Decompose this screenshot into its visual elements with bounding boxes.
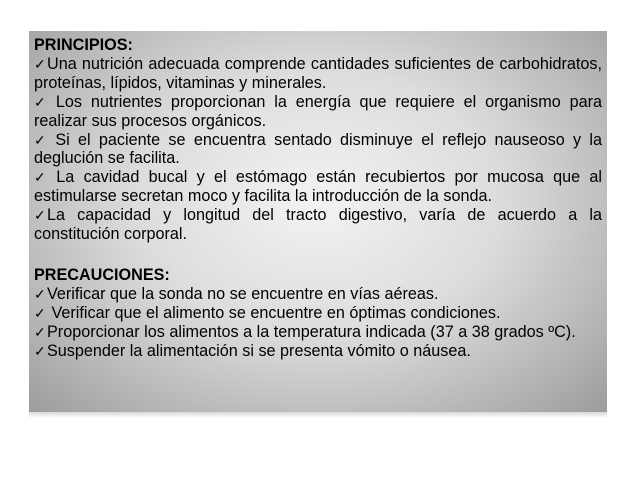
list-item xyxy=(34,323,602,342)
list-item xyxy=(34,342,602,361)
list-item xyxy=(34,93,602,131)
section-gap xyxy=(34,244,602,266)
precauciones-heading: PRECAUCIONES: xyxy=(34,265,170,284)
list-item-text: Proporcionar los alimentos a la temperatura indicada (37 a 38 grados ºC). xyxy=(47,322,576,341)
list-item xyxy=(34,168,602,206)
checkmark-icon: ✓ xyxy=(34,169,46,186)
slide-content xyxy=(34,36,602,361)
checkmark-icon: ✓ xyxy=(34,93,46,110)
list-item xyxy=(34,55,602,93)
checkmark-icon: ✓ xyxy=(34,304,46,321)
checkmark-icon: ✓ xyxy=(34,55,46,72)
list-item xyxy=(34,206,602,244)
list-item-text: Verificar que el alimento se encuentre en óptimas condiciones. xyxy=(51,303,501,322)
list-item-text: La cavidad bucal y el estómago están recubiertos por mucosa que al estimularse secretan moco y facilita la introducción de la sonda. xyxy=(34,168,602,206)
checkmark-icon: ✓ xyxy=(34,323,46,340)
checkmark-icon: ✓ xyxy=(34,207,46,224)
list-item-text: Suspender la alimentación si se presenta vómito o náusea. xyxy=(47,341,471,360)
precauciones-list xyxy=(34,285,602,361)
principios-heading: PRINCIPIOS: xyxy=(34,36,133,54)
list-item xyxy=(34,131,602,169)
principios-list xyxy=(34,55,602,244)
checkmark-icon: ✓ xyxy=(34,342,46,359)
panel-shadow xyxy=(29,412,607,418)
list-item-text: Los nutrientes proporcionan la energía que requiere el organismo para realizar sus procesos orgánicos. xyxy=(34,92,602,130)
list-item-text: Si el paciente se encuentra sentado disminuye el reflejo nauseoso y la deglución se facilita. xyxy=(34,130,603,168)
list-item-text: La capacidad y longitud del tracto digestivo, varía de acuerdo a la constitución corporal. xyxy=(34,206,602,244)
list-item xyxy=(34,285,602,304)
list-item-text: Una nutrición adecuada comprende cantidades suficientes de carbohidratos, proteínas, lípidos, vitaminas y minerales. xyxy=(34,54,602,92)
list-item-text: Verificar que la sonda no se encuentre en vías aéreas. xyxy=(47,284,439,303)
list-item xyxy=(34,304,602,323)
checkmark-icon: ✓ xyxy=(34,285,46,302)
checkmark-icon: ✓ xyxy=(34,131,46,148)
